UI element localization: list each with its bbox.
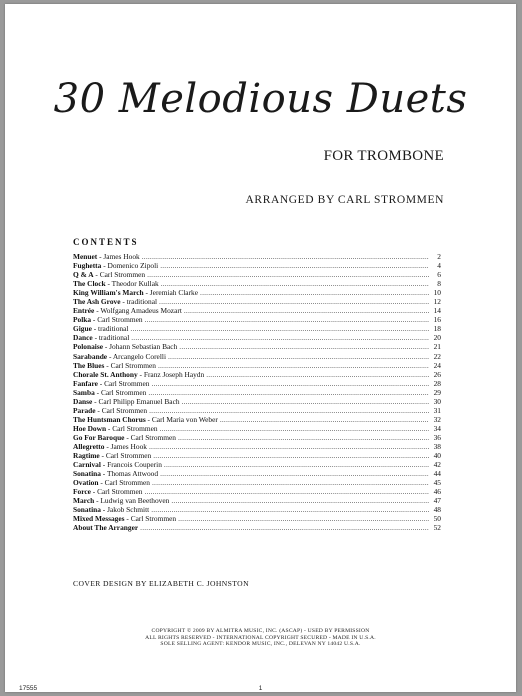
toc-page-number: 32 xyxy=(433,414,441,424)
toc-page-number: 22 xyxy=(433,351,441,361)
catalog-number: 17555 xyxy=(19,685,38,692)
toc-leader-dots xyxy=(153,451,429,460)
toc-piece-title: Allegretto xyxy=(73,441,105,451)
toc-piece-title: Sarabande xyxy=(73,351,108,361)
toc-leader-dots xyxy=(152,478,429,487)
toc-leader-dots xyxy=(151,379,429,388)
toc-piece-title: Ovation xyxy=(73,478,99,488)
toc-composer: - traditional xyxy=(91,324,129,334)
toc-page-number: 47 xyxy=(433,496,441,506)
toc-composer: - Carl Strommen xyxy=(104,360,156,370)
toc-entry xyxy=(73,460,441,469)
toc-page-number: 8 xyxy=(437,279,441,289)
copyright-notice xyxy=(5,628,516,648)
toc-piece-title: Sonatina xyxy=(73,469,101,479)
toc-leader-dots xyxy=(171,496,429,505)
toc-composer: - Francois Couperin xyxy=(100,460,162,470)
toc-entry xyxy=(73,379,441,388)
toc-leader-dots xyxy=(220,415,429,424)
toc-page-number: 14 xyxy=(433,306,441,316)
toc-entry xyxy=(73,397,441,406)
toc-entry xyxy=(73,261,441,270)
toc-leader-dots xyxy=(147,270,429,279)
toc-piece-title: Menuet xyxy=(73,252,98,261)
toc-leader-dots xyxy=(178,514,429,523)
toc-leader-dots xyxy=(149,442,429,451)
toc-piece-title: Force xyxy=(73,487,91,497)
toc-composer: - James Hook xyxy=(97,252,140,261)
toc-entry xyxy=(73,315,441,324)
toc-piece-title: Carnival xyxy=(73,460,101,470)
toc-piece-title: Samba xyxy=(73,387,95,397)
toc-composer: - Carl Strommen xyxy=(124,514,177,524)
toc-page-number: 30 xyxy=(433,396,441,406)
toc-page-number: 34 xyxy=(433,423,441,433)
toc-page-number: 4 xyxy=(437,261,441,271)
toc-entry xyxy=(73,478,441,487)
toc-leader-dots xyxy=(182,397,429,406)
toc-piece-title: The Ash Grove xyxy=(73,297,121,307)
toc-leader-dots xyxy=(148,388,429,397)
toc-composer: - Johann Sebastian Bach xyxy=(102,342,178,352)
toc-composer: - Jeremiah Clarke xyxy=(143,288,199,298)
toc-composer: - Carl Strommen xyxy=(93,270,146,280)
toc-page-number: 28 xyxy=(433,378,441,388)
toc-composer: - Carl Strommen xyxy=(94,387,147,397)
toc-piece-title: The Huntsman Chorus xyxy=(73,414,146,424)
toc-leader-dots xyxy=(168,352,429,361)
toc-composer: - Ludwig van Beethoven xyxy=(94,496,170,506)
toc-page-number: 24 xyxy=(433,360,441,370)
toc-composer: - traditional xyxy=(120,297,158,307)
toc-page-number: 31 xyxy=(433,405,441,415)
toc-composer: - James Hook xyxy=(104,441,147,451)
toc-entry xyxy=(73,252,441,261)
toc-piece-title: Q & A xyxy=(73,270,94,280)
toc-composer: - Carl Philipp Emanuel Bach xyxy=(92,396,180,406)
toc-piece-title: Ragtime xyxy=(73,451,100,461)
toc-composer: - Carl Strommen xyxy=(124,432,176,442)
toc-entry xyxy=(73,361,441,370)
toc-entry xyxy=(73,523,441,532)
toc-piece-title: Dance xyxy=(73,333,93,343)
copyright-line: SOLE SELLING AGENT: KENDOR MUSIC, INC., DELEVAN NY 14042 U.S.A. xyxy=(160,641,361,647)
toc-page-number: 48 xyxy=(433,505,441,515)
toc-composer: - Carl Strommen xyxy=(106,423,158,433)
toc-entry xyxy=(73,505,441,514)
toc-leader-dots xyxy=(144,487,429,496)
toc-page-number: 6 xyxy=(437,270,441,280)
toc-composer: - traditional xyxy=(92,333,130,343)
toc-entry xyxy=(73,324,441,333)
toc-entry xyxy=(73,279,441,288)
toc-composer: - Wolfgang Amadeus Mozart xyxy=(94,306,182,316)
toc-piece-title: Parade xyxy=(73,405,96,415)
toc-leader-dots xyxy=(142,252,429,261)
toc-piece-title: The Clock xyxy=(73,279,106,289)
toc-piece-title: March xyxy=(73,496,95,506)
cover-design-credit: COVER DESIGN BY ELIZABETH C. JOHNSTON xyxy=(73,579,249,588)
toc-entry xyxy=(73,451,441,460)
page-number: 1 xyxy=(258,685,263,692)
toc-leader-dots xyxy=(140,523,429,532)
toc-piece-title: Sonatina xyxy=(73,505,101,515)
toc-composer: - Carl Strommen xyxy=(95,405,148,415)
toc-leader-dots xyxy=(160,469,429,478)
toc-composer: - Domenico Zipoli xyxy=(101,261,159,271)
toc-page-number: 45 xyxy=(433,478,441,488)
toc-piece-title: Hoe Down xyxy=(73,423,107,433)
toc-page-number: 21 xyxy=(433,342,441,352)
toc-leader-dots xyxy=(206,370,429,379)
toc-composer: - Jakob Schmitt xyxy=(100,505,150,515)
arranger-credit: ARRANGED BY CARL STROMMEN xyxy=(245,194,444,206)
toc-entry xyxy=(73,352,441,361)
toc-page-number: 29 xyxy=(433,387,441,397)
toc-leader-dots xyxy=(178,433,429,442)
toc-composer: - Carl Strommen xyxy=(98,478,150,488)
copyright-line: COPYRIGHT © 2009 BY ALMITRA MUSIC, INC. (ASCAP) - USED BY PERMISSION xyxy=(151,628,370,634)
copyright-line: ALL RIGHTS RESERVED - INTERNATIONAL COPYRIGHT SECURED - MADE IN U.S.A. xyxy=(145,634,376,641)
toc-page-number: 18 xyxy=(433,324,441,334)
toc-composer: - Carl Strommen xyxy=(99,451,152,461)
toc-entry xyxy=(73,424,441,433)
toc-entry xyxy=(73,469,441,478)
toc-leader-dots xyxy=(159,297,429,306)
toc-entry xyxy=(73,388,441,397)
toc-page-number: 26 xyxy=(433,369,441,379)
toc-page-number: 20 xyxy=(433,333,441,343)
toc-entry xyxy=(73,370,441,379)
toc-entry xyxy=(73,433,441,442)
toc-piece-title: Gigue xyxy=(73,324,92,334)
toc-piece-title: Mixed Messages xyxy=(73,514,125,524)
toc-composer: - Franz Joseph Haydn xyxy=(137,369,205,379)
toc-leader-dots xyxy=(200,288,429,297)
toc-entry xyxy=(73,514,441,523)
toc-piece-title: Fughetta xyxy=(73,261,102,271)
toc-composer: - Thomas Attwood xyxy=(100,469,159,479)
toc-composer: - Carl Strommen xyxy=(90,487,143,497)
toc-page-number: 38 xyxy=(433,441,441,451)
toc-entry xyxy=(73,306,441,315)
toc-page-number: 50 xyxy=(433,514,441,524)
toc-entry xyxy=(73,487,441,496)
toc-leader-dots xyxy=(161,279,429,288)
toc-composer: - Arcangelo Corelli xyxy=(107,351,166,361)
toc-leader-dots xyxy=(131,333,429,342)
toc-leader-dots xyxy=(160,424,429,433)
toc-leader-dots xyxy=(145,315,429,324)
toc-page-number: 40 xyxy=(433,451,441,461)
toc-entry xyxy=(73,442,441,451)
toc-composer: - Carl Maria von Weber xyxy=(145,414,218,424)
toc-piece-title: Go For Baroque xyxy=(73,432,125,442)
toc-piece-title: King William's March xyxy=(73,288,144,298)
toc-piece-title: Polka xyxy=(73,315,92,325)
table-of-contents xyxy=(73,252,441,532)
toc-page-number: 42 xyxy=(433,460,441,470)
toc-leader-dots xyxy=(149,406,429,415)
toc-piece-title: Chorale St. Anthony xyxy=(73,369,138,379)
toc-page-number: 10 xyxy=(433,288,441,298)
toc-page-number: 46 xyxy=(433,487,441,497)
toc-leader-dots xyxy=(151,505,429,514)
book-title: 30 Melodious Duets xyxy=(53,76,468,122)
toc-entry xyxy=(73,415,441,424)
toc-page-number: 2 xyxy=(437,252,441,261)
toc-piece-title: Fanfare xyxy=(73,378,98,388)
toc-leader-dots xyxy=(164,460,429,469)
toc-page-number: 12 xyxy=(433,297,441,307)
toc-composer: - Carl Strommen xyxy=(97,378,150,388)
toc-leader-dots xyxy=(179,342,429,351)
toc-entry xyxy=(73,406,441,415)
toc-entry xyxy=(73,288,441,297)
toc-entry xyxy=(73,333,441,342)
toc-page-number: 36 xyxy=(433,432,441,442)
toc-piece-title: Entrée xyxy=(73,306,95,316)
toc-entry xyxy=(73,297,441,306)
toc-entry xyxy=(73,342,441,351)
toc-entry xyxy=(73,496,441,505)
toc-leader-dots xyxy=(160,261,429,270)
toc-page-number: 52 xyxy=(433,523,441,533)
toc-entry xyxy=(73,270,441,279)
contents-heading: CONTENTS xyxy=(73,237,139,247)
toc-piece-title: The Blues xyxy=(73,360,105,370)
sheet-music-page xyxy=(5,4,516,692)
toc-composer: - Theodor Kullak xyxy=(105,279,159,289)
toc-page-number: 16 xyxy=(433,315,441,325)
toc-leader-dots xyxy=(130,324,429,333)
toc-leader-dots xyxy=(184,306,429,315)
book-subtitle: FOR TROMBONE xyxy=(323,148,444,164)
toc-piece-title: Polonaise xyxy=(73,342,103,352)
toc-page-number: 44 xyxy=(433,469,441,479)
toc-leader-dots xyxy=(158,361,429,370)
toc-piece-title: Danse xyxy=(73,396,93,406)
toc-composer: - Carl Strommen xyxy=(91,315,143,325)
toc-piece-title: About The Arranger xyxy=(73,523,139,533)
